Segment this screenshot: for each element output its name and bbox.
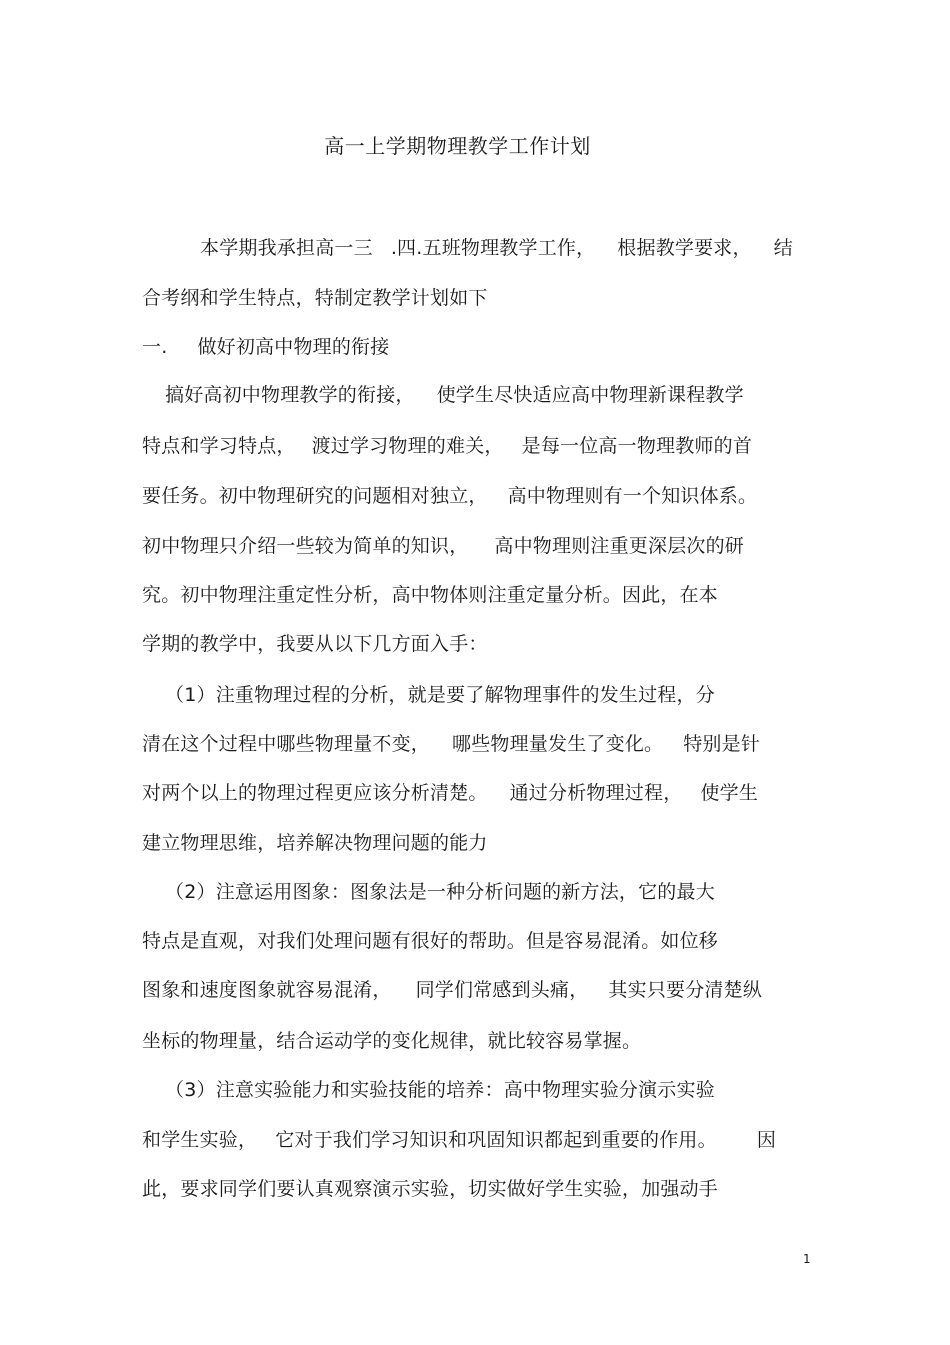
intro-line-2: 合考纲和学生特点，特制定教学计划如下 bbox=[142, 287, 488, 309]
text-segment: 其实只要分清楚纵 bbox=[608, 979, 763, 1001]
text-segment: 高中物理则注重更深层次的研 bbox=[494, 535, 745, 557]
text-segment: 是每一位高一物理教师的首 bbox=[521, 435, 753, 457]
item3-line-2 bbox=[142, 1125, 776, 1152]
text-segment: 通过分析物理过程， bbox=[509, 782, 683, 804]
text-segment: 同学们常感到头痛， bbox=[415, 979, 589, 1001]
item3-line-1: （3）注意实验能力和实验技能的培养：高中物理实验分演示实验 bbox=[165, 1079, 715, 1101]
intro-line-1 bbox=[200, 233, 793, 260]
item2-line-3 bbox=[142, 975, 762, 1002]
text-segment: 特点和学习特点， bbox=[142, 435, 296, 457]
text-segment: 初中物理只介绍一些较为简单的知识， bbox=[142, 535, 469, 557]
section1-line-1 bbox=[165, 380, 744, 407]
text-segment: 使学生尽快适应高中物理新课程教学 bbox=[436, 384, 744, 406]
item2-line-4: 坐标的物理量，结合运动学的变化规律，就比较容易掌握。 bbox=[142, 1030, 642, 1052]
text-segment: 根据教学要求， bbox=[617, 237, 752, 259]
item1-line-1: （1）注重物理过程的分析，就是要了解物理事件的发生过程，分 bbox=[165, 684, 715, 706]
text-segment: 和学生实验， bbox=[142, 1129, 258, 1151]
text-segment: 哪些物理量发生了变化。 bbox=[452, 733, 664, 755]
item1-line-4: 建立物理思维，培养解决物理问题的能力 bbox=[142, 832, 488, 854]
text-segment: 结 bbox=[773, 237, 793, 259]
item2-line-2: 特点是直观，对我们处理问题有很好的帮助。但是容易混淆。如位移 bbox=[142, 930, 719, 952]
text-segment: 要任务。初中物理研究的问题相对独立， bbox=[142, 485, 488, 507]
page-number: 1 bbox=[803, 1252, 811, 1266]
section1-line-2 bbox=[142, 431, 752, 458]
section1-line-3 bbox=[142, 481, 757, 508]
section1-line-4 bbox=[142, 531, 744, 558]
item1-line-2 bbox=[142, 729, 760, 756]
text-segment: 因 bbox=[756, 1129, 777, 1151]
section1-line-6: 学期的教学中，我要从以下几方面入手： bbox=[142, 633, 488, 655]
text-segment: 它对于我们学习知识和巩固知识都起到重要的作用。 bbox=[275, 1129, 717, 1151]
section-title: 做好初高中物理的衔接 bbox=[197, 336, 390, 358]
text-segment: .四.五班物理教学工作， bbox=[390, 237, 596, 259]
text-segment: 使学生 bbox=[700, 782, 759, 804]
text-segment: 特别是针 bbox=[683, 733, 761, 755]
document-title: 高一上学期物理教学工作计划 bbox=[324, 134, 591, 158]
text-segment: 清在这个过程中哪些物理量不变， bbox=[142, 733, 431, 755]
section-number: 一. bbox=[142, 336, 168, 358]
item2-line-1: （2）注意运用图象：图象法是一种分析问题的新方法，它的最大 bbox=[165, 881, 715, 903]
text-segment: 对两个以上的物理过程更应该分析清楚。 bbox=[142, 782, 488, 804]
text-segment: 搞好高初中物理教学的衔接， bbox=[165, 384, 415, 406]
section-heading bbox=[142, 332, 389, 359]
text-segment: 渡过学习物理的难关， bbox=[311, 435, 504, 457]
section1-line-5: 究。初中物理注重定性分析，高中物体则注重定量分析。因此，在本 bbox=[142, 584, 719, 606]
text-segment: 图象和速度图象就容易混淆， bbox=[142, 979, 392, 1001]
text-segment: 本学期我承担高一三 bbox=[200, 237, 373, 259]
text-segment: 高中物理则有一个知识体系。 bbox=[507, 485, 758, 507]
item3-line-3: 此，要求同学们要认真观察演示实验，切实做好学生实验，加强动手 bbox=[142, 1178, 719, 1200]
item1-line-3 bbox=[142, 778, 758, 805]
